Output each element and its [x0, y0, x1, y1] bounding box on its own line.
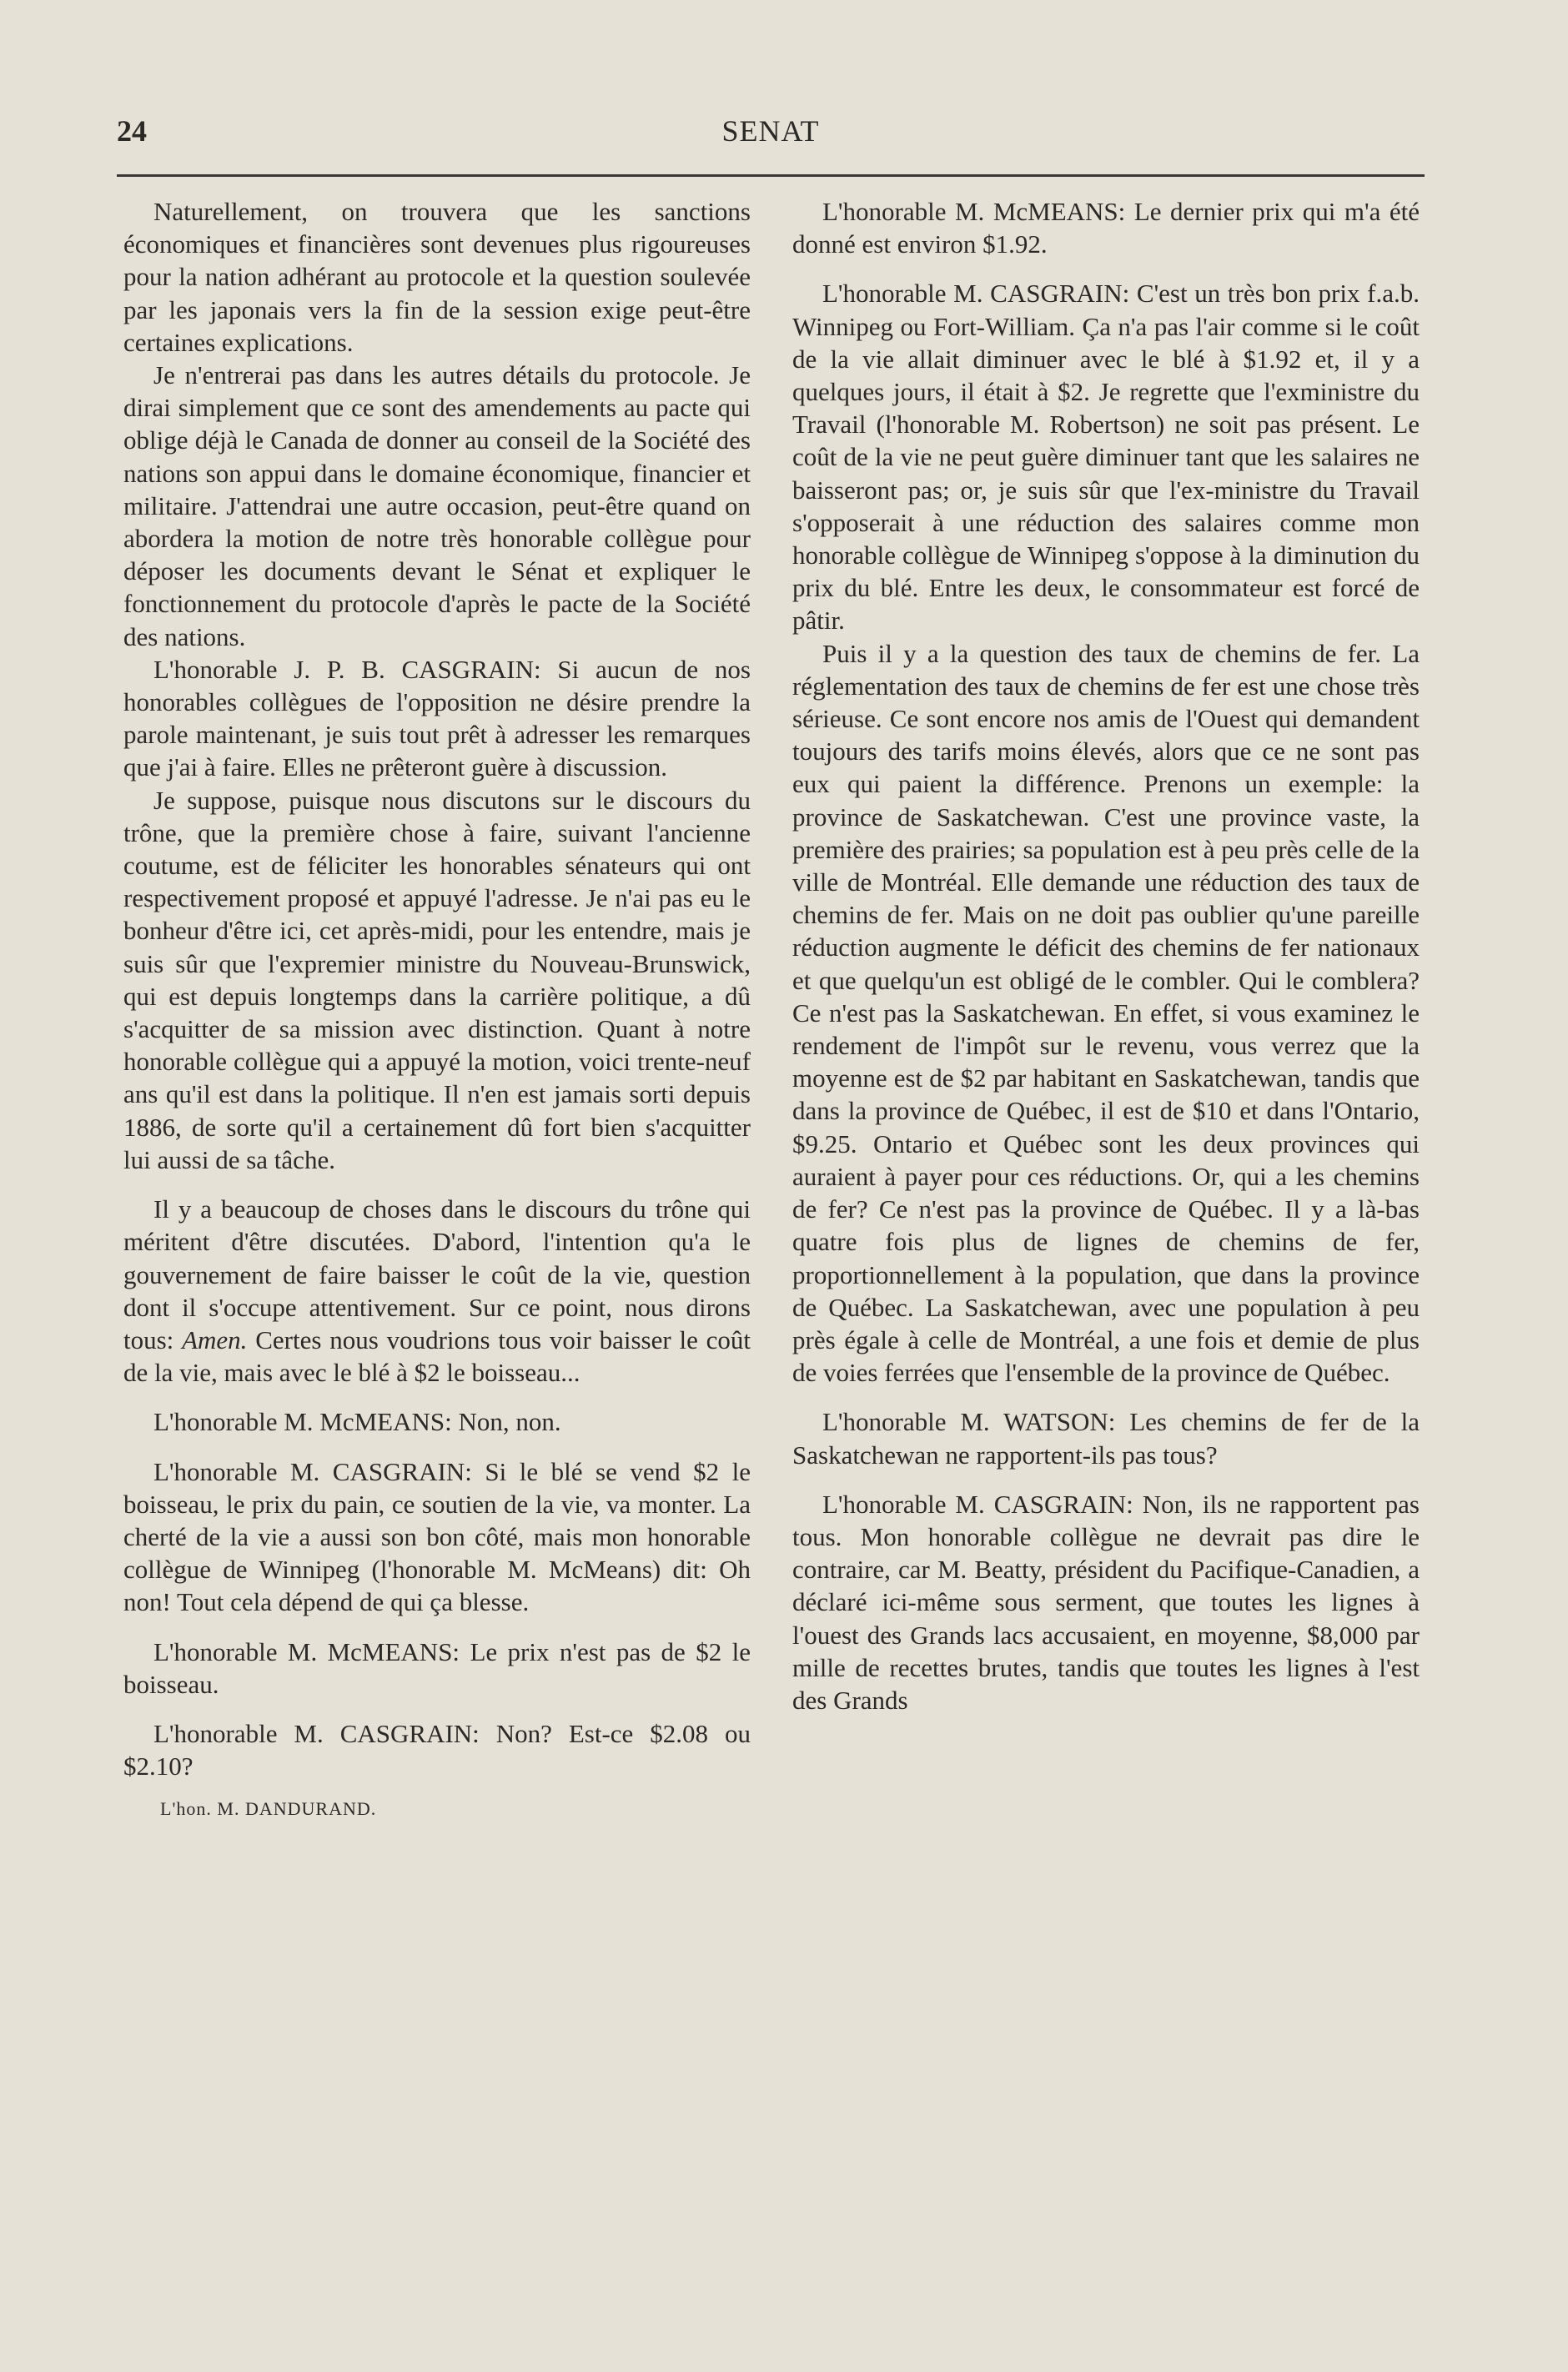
paragraph: L'honorable M. CASGRAIN: Si le blé se vend $2 le boisseau, le prix du pain, ce soutien de la vie, va monter. La cherté de la vie a aussi son bon côté, mais mon honorable collègue de Winnipeg (l'honorable M. McMeans) dit: Oh non! Tout cela dépend de qui ça blesse. — [123, 1456, 751, 1617]
right-column — [792, 195, 1420, 1716]
paragraph: Puis il y a la question des taux de chemins de fer. La réglementation des taux de chemins de fer est une chose très sérieuse. Ce sont encore nos amis de l'Ouest qui demandent toujours des tarifs moins élevés, alors que ce ne sont pas eux qui paient la différence. Prenons un exemple: la province de Saskatchewan. C'est une province vaste, la première des prairies; sa population est à peu près celle de la ville de Montréal. Elle demande une réduction des taux de chemins de fer. Mais on ne doit pas oublier qu'une pareille réduction augmente le déficit des chemins de fer nationaux et que quelqu'un est obligé de le combler. Qui le comblera? Ce n'est pas la Saskatchewan. En effet, si vous examinez le rendement de l'impôt sur le revenu, vous verrez que la moyenne est de $2 par habitant en Saskatchewan, tandis que dans la province de Québec, il est de $10 et dans l'Ontario, $9.25. Ontario et Québec sont les deux provinces qui auraient à payer pour ces réductions. Or, qui a les chemins de fer? Ce n'est pas la province de Québec. Il y a là-bas quatre fois plus de lignes de chemins de fer, proportionnellement à la population, que dans la province de Québec. La Saskatchewan, avec une population à peu près égale à celle de Montréal, a une fois et demie de plus de voies ferrées que l'ensemble de la province de Québec. — [792, 638, 1420, 1388]
paragraph: L'honorable M. McMEANS: Le prix n'est pas de $2 le boisseau. — [123, 1636, 751, 1699]
paragraph — [123, 1193, 751, 1389]
running-title: SENAT — [721, 114, 820, 148]
page-number: 24 — [117, 114, 147, 148]
paragraph: L'honorable M. CASGRAIN: Non? Est-ce $2.08 ou $2.10? — [123, 1718, 751, 1782]
paragraph: L'honorable M. CASGRAIN: C'est un très bon prix f.a.b. Winnipeg ou Fort-William. Ça n'a pas l'air comme si le coût de la vie allait diminuer avec le blé à $1.92 et, il y a quelques jours, il était à $2. Je regrette que l'exministre du Travail (l'honorable M. Robertson) ne soit pas présent. Le coût de la vie ne peut guère diminuer tant que les salaires ne baisseront pas; or, je suis sûr que l'ex-ministre du Travail s'opposerait à une réduction des salaires comme mon honorable collègue de Winnipeg s'oppose à la diminution du prix du blé. Entre les deux, le consommateur est forcé de pâtir. — [792, 279, 1420, 636]
emphasis-text: Amen. — [182, 1324, 248, 1354]
paragraph-text: Certes nous voudrions tous voir baisser le coût de la vie, mais avec le blé à $2 le boisseau... — [123, 1324, 751, 1388]
paragraph-text: Il y a beaucoup de choses dans le discours du trône qui méritent d'être discutées. D'abord, l'intention qu'a le gouvernement de faire baisser le coût de la vie, question dont il s'occupe attentivement. Sur ce point, nous dirons tous: — [123, 1194, 751, 1354]
footer-note: L'hon. M. DANDURAND. — [160, 1798, 377, 1820]
paragraph: L'honorable M. CASGRAIN: Non, ils ne rapportent pas tous. Mon honorable collègue ne devrait pas dire le contraire, car M. Beatty, président du Pacifique-Canadien, a déclaré ici-même sous serment, que toutes les lignes à l'ouest des Grands lacs accusaient, en moyenne, $8,000 par mille de recettes brutes, tandis que toutes les lignes à l'est des Grands — [792, 1489, 1420, 1715]
paragraph: L'honorable J. P. B. CASGRAIN: Si aucun de nos honorables collègues de l'opposition ne désire prendre la parole maintenant, je suis tout prêt à adresser les remarques que j'ai à faire. Elles ne prêteront guère à discussion. — [123, 654, 751, 782]
header-rule — [117, 174, 1425, 177]
paragraph: L'honorable M. McMEANS: Le dernier prix qui m'a été donné est environ $1.92. — [792, 197, 1420, 259]
page-header — [117, 107, 1425, 157]
left-column — [123, 195, 751, 1826]
paragraph: Je n'entrerai pas dans les autres détails du protocole. Je dirai simplement que ce sont des amendements au pacte qui oblige déjà le Canada de donner au conseil de la Société des nations son appui dans le domaine économique, financier et militaire. J'attendrai une autre occasion, peut-être quand on abordera la motion de notre très honorable collègue pour déposer les documents devant le Sénat et expliquer le fonctionnement du protocole d'après le pacte de la Société des nations. — [123, 360, 751, 651]
paragraph: L'honorable M. McMEANS: Non, non. — [153, 1407, 561, 1437]
paragraph: Je suppose, puisque nous discutons sur le discours du trône, que la première chose à faire, suivant l'ancienne coutume, est de féliciter les honorables sénateurs qui ont respectivement proposé et appuyé l'adresse. Je n'ai pas eu le bonheur d'être ici, cet après-midi, pour les entendre, mais je suis sûr que l'expremier ministre du Nouveau-Brunswick, qui est depuis longtemps dans la carrière politique, a dû s'acquitter de sa mission avec distinction. Quant à notre honorable collègue qui a appuyé la motion, voici trente-neuf ans qu'il est dans la politique. Il n'en est jamais sorti depuis 1886, de sorte qu'il a certainement dû fort bien s'acquitter lui aussi de sa tâche. — [123, 785, 751, 1174]
paragraph: L'honorable M. WATSON: Les chemins de fer de la Saskatchewan ne rapportent-ils pas tous? — [792, 1407, 1420, 1470]
paragraph: Naturellement, on trouvera que les sanctions économiques et financières sont devenues plus rigoureuses pour la nation adhérant au protocole et la question soulevée par les japonais vers la fin de la session exige peut-être certaines explications. — [123, 197, 751, 357]
